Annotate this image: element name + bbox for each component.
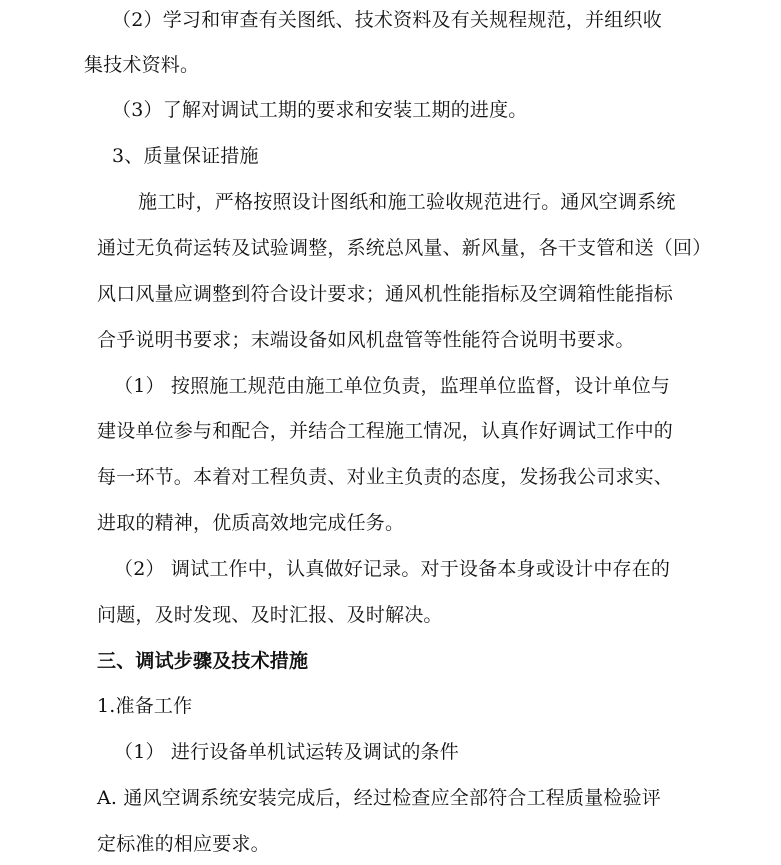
subsection-heading: 1.准备工作 (97, 695, 193, 717)
section-heading: 三、调试步骤及技术措施 (97, 650, 309, 672)
list-item-heading: （1） 进行设备单机试运转及调试的条件 (114, 741, 459, 763)
paragraph-line: （2） 调试工作中，认真做好记录。对于设备本身或设计中存在的 (114, 558, 671, 580)
paragraph-line: 定标准的相应要求。 (97, 833, 270, 855)
paragraph-line: 每一环节。本着对工程负责、对业主负责的态度，发扬我公司求实、 (97, 466, 674, 488)
paragraph-line: 合乎说明书要求；末端设备如风机盘管等性能符合说明书要求。 (97, 329, 635, 351)
paragraph-line: 集技术资料。 (84, 54, 200, 76)
paragraph-line: （3）了解对调试工期的要求和安装工期的进度。 (112, 99, 528, 121)
paragraph-line: 进取的精神，优质高效地完成任务。 (97, 512, 405, 534)
paragraph-line: 风口风量应调整到符合设计要求；通风机性能指标及空调箱性能指标 (97, 283, 674, 305)
paragraph-line: 通过无负荷运转及试验调整，系统总风量、新风量，各干支管和送（回） (97, 237, 712, 259)
paragraph-line: （2）学习和审查有关图纸、技术资料及有关规程规范，并组织收 (112, 9, 662, 31)
paragraph-line: （1） 按照施工规范由施工单位负责，监理单位监督，设计单位与 (114, 375, 671, 397)
section-subheading: 3、质量保证措施 (112, 145, 259, 167)
paragraph-line: 问题，及时发现、及时汇报、及时解决。 (97, 604, 443, 626)
paragraph-line: A. 通风空调系统安装完成后，经过检查应全部符合工程质量检验评 (97, 787, 662, 809)
paragraph-line: 施工时，严格按照设计图纸和施工验收规范进行。通风空调系统 (138, 191, 676, 213)
paragraph-line: 建设单位参与和配合，并结合工程施工情况，认真作好调试工作中的 (97, 420, 674, 442)
